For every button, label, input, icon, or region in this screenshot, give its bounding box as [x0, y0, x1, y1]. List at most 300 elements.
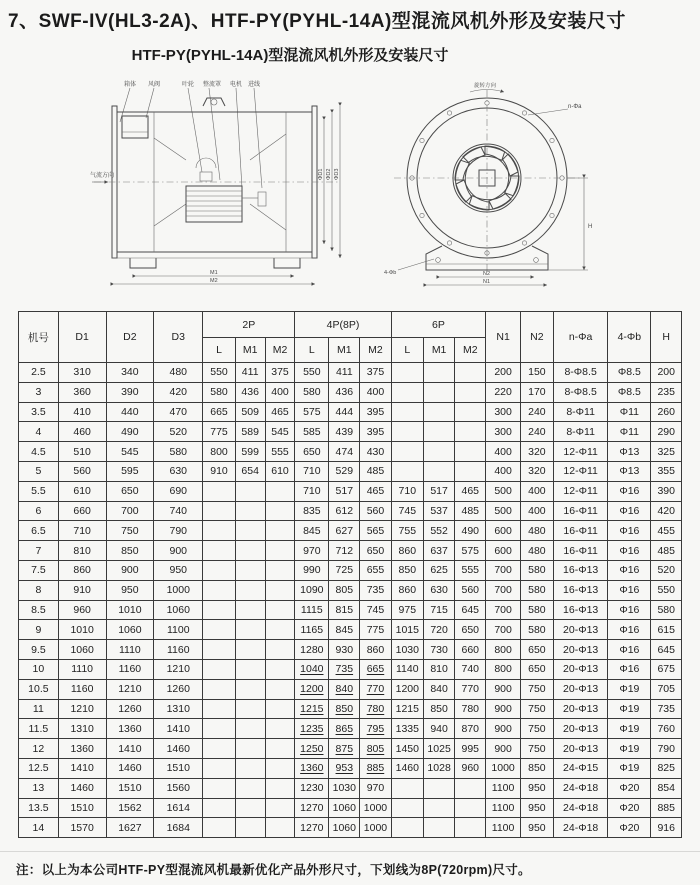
table-cell: 1210: [58, 699, 106, 719]
table-cell: 510: [58, 442, 106, 462]
table-cell: 235: [651, 382, 682, 402]
table-cell: Φ11: [608, 402, 651, 422]
table-cell: 975: [391, 600, 423, 620]
table-cell: 780: [455, 699, 486, 719]
table-cell: 610: [58, 481, 106, 501]
table-cell: [235, 798, 265, 818]
table-cell: [265, 521, 295, 541]
rotation-label: 旋转方向: [474, 83, 497, 89]
table-cell: 810: [58, 541, 106, 561]
table-cell: Φ11: [608, 422, 651, 442]
table-cell: 595: [106, 461, 154, 481]
dimension-table-body: [19, 363, 682, 838]
table-cell: 1235: [295, 719, 329, 739]
table-cell: 650: [455, 620, 486, 640]
table-cell: Φ16: [608, 560, 651, 580]
table-cell: [424, 778, 455, 798]
table-cell: 485: [360, 461, 391, 481]
table-cell: 910: [58, 580, 106, 600]
dim-m1-label: M1: [210, 270, 218, 276]
table-cell: 775: [360, 620, 391, 640]
table-cell: 11: [19, 699, 59, 719]
table-cell: 3: [19, 382, 59, 402]
table-cell: 645: [455, 600, 486, 620]
table-cell: [203, 778, 235, 798]
table-cell: 500: [486, 481, 520, 501]
table-cell: 627: [329, 521, 360, 541]
table-cell: 900: [486, 739, 520, 759]
table-cell: 240: [520, 422, 553, 442]
table-cell: 1614: [154, 798, 203, 818]
table-cell: 8: [19, 580, 59, 600]
table-cell: 953: [329, 758, 360, 778]
col-header-2p-m2: M2: [265, 338, 295, 363]
table-cell: 1030: [391, 640, 423, 660]
table-cell: 1627: [106, 818, 154, 838]
table-cell: 1570: [58, 818, 106, 838]
table-row: [19, 719, 682, 739]
table-cell: 705: [651, 679, 682, 699]
table-cell: 700: [486, 600, 520, 620]
table-cell: Φ16: [608, 659, 651, 679]
table-cell: 1060: [154, 600, 203, 620]
table-cell: [235, 699, 265, 719]
table-cell: 625: [424, 560, 455, 580]
table-cell: 545: [265, 422, 295, 442]
table-cell: 1060: [329, 798, 360, 818]
table-cell: 200: [486, 363, 520, 383]
table-cell: 1165: [295, 620, 329, 640]
table-cell: Φ16: [608, 521, 651, 541]
foot-bolt-label: 4-Φb: [384, 270, 397, 276]
table-cell: 12-Φ11: [553, 442, 607, 462]
side-view-svg: [90, 76, 350, 292]
col-header-d3: D3: [154, 312, 203, 363]
table-cell: 1200: [391, 679, 423, 699]
bolt-label: n-Φa: [568, 104, 582, 110]
table-cell: 550: [651, 580, 682, 600]
table-cell: 700: [486, 580, 520, 600]
part-label-impeller: 叶轮: [182, 82, 195, 88]
table-cell: [203, 501, 235, 521]
table-cell: 1060: [329, 818, 360, 838]
table-cell: 565: [360, 521, 391, 541]
table-cell: 240: [520, 402, 553, 422]
table-cell: 637: [424, 541, 455, 561]
table-cell: Φ16: [608, 580, 651, 600]
table-cell: 735: [360, 580, 391, 600]
table-cell: 400: [265, 382, 295, 402]
table-cell: 650: [295, 442, 329, 462]
table-cell: 1060: [106, 620, 154, 640]
table-cell: 690: [154, 481, 203, 501]
table-cell: 517: [329, 481, 360, 501]
table-cell: Φ13: [608, 461, 651, 481]
table-row: [19, 541, 682, 561]
table-cell: 8-Φ8.5: [553, 363, 607, 383]
table-cell: [455, 382, 486, 402]
table-cell: 170: [520, 382, 553, 402]
table-cell: [235, 739, 265, 759]
table-cell: 12-Φ11: [553, 481, 607, 501]
table-cell: 990: [295, 560, 329, 580]
part-labels: [120, 80, 262, 188]
table-cell: 410: [58, 402, 106, 422]
table-cell: 850: [329, 699, 360, 719]
table-cell: 960: [455, 758, 486, 778]
table-cell: 1562: [106, 798, 154, 818]
table-cell: 1510: [58, 798, 106, 818]
table-cell: 589: [235, 422, 265, 442]
table-cell: 5.5: [19, 481, 59, 501]
table-cell: [235, 481, 265, 501]
table-cell: [391, 363, 423, 383]
table-cell: 805: [360, 739, 391, 759]
table-cell: 517: [424, 481, 455, 501]
table-cell: [203, 580, 235, 600]
table-cell: Φ16: [608, 620, 651, 640]
table-cell: Φ16: [608, 501, 651, 521]
table-cell: 3.5: [19, 402, 59, 422]
table-cell: 795: [360, 719, 391, 739]
table-cell: 840: [329, 679, 360, 699]
table-cell: 10.5: [19, 679, 59, 699]
table-cell: Φ8.5: [608, 382, 651, 402]
table-cell: [424, 461, 455, 481]
header-row-groups: [19, 312, 682, 338]
table-cell: [265, 798, 295, 818]
table-cell: 600: [486, 521, 520, 541]
table-cell: [265, 699, 295, 719]
table-cell: 950: [106, 580, 154, 600]
table-cell: 20-Φ13: [553, 640, 607, 660]
table-cell: [391, 422, 423, 442]
table-cell: 845: [295, 521, 329, 541]
table-cell: 1410: [58, 758, 106, 778]
table-cell: 1100: [154, 620, 203, 640]
table-cell: 290: [651, 422, 682, 442]
table-cell: 850: [106, 541, 154, 561]
table-cell: 1230: [295, 778, 329, 798]
table-cell: 900: [486, 699, 520, 719]
part-label-casing: 箱体: [124, 82, 137, 88]
table-cell: 480: [520, 541, 553, 561]
col-header-4p-m1: M1: [329, 338, 360, 363]
col-header-4-phi-b: 4-Φb: [608, 312, 651, 363]
table-cell: 610: [265, 461, 295, 481]
table-cell: 260: [651, 402, 682, 422]
table-cell: 1115: [295, 600, 329, 620]
table-cell: [455, 422, 486, 442]
table-cell: 900: [106, 560, 154, 580]
table-cell: 439: [329, 422, 360, 442]
table-cell: [203, 481, 235, 501]
table-cell: 750: [520, 679, 553, 699]
table-cell: 840: [424, 679, 455, 699]
table-cell: 710: [58, 521, 106, 541]
table-cell: 300: [486, 402, 520, 422]
table-cell: 1560: [154, 778, 203, 798]
table-cell: [391, 778, 423, 798]
table-cell: 470: [154, 402, 203, 422]
table-row: [19, 442, 682, 462]
col-header-n-phi-a: n-Φa: [553, 312, 607, 363]
part-leader-wiring: 进线: [248, 82, 261, 88]
table-cell: 1215: [391, 699, 423, 719]
table-cell: 9: [19, 620, 59, 640]
table-cell: 436: [329, 382, 360, 402]
table-cell: [455, 798, 486, 818]
table-cell: 1028: [424, 758, 455, 778]
impeller: [394, 90, 580, 274]
table-cell: 12-Φ11: [553, 461, 607, 481]
foot-dimensions: [114, 270, 315, 284]
table-cell: 474: [329, 442, 360, 462]
table-cell: 1270: [295, 818, 329, 838]
table-cell: 1684: [154, 818, 203, 838]
fan-front-view-drawing: [382, 78, 610, 292]
table-cell: 1410: [106, 739, 154, 759]
table-cell: 360: [58, 382, 106, 402]
table-row: [19, 758, 682, 778]
part-label-fairing: 整流罩: [203, 82, 222, 88]
table-cell: Φ19: [608, 758, 651, 778]
table-cell: 1110: [106, 640, 154, 660]
table-cell: [203, 521, 235, 541]
table-cell: 805: [329, 580, 360, 600]
table-cell: 440: [106, 402, 154, 422]
front-view-svg: [382, 78, 610, 292]
table-cell: 860: [360, 640, 391, 660]
table-cell: 16-Φ11: [553, 501, 607, 521]
table-cell: [235, 719, 265, 739]
table-cell: 375: [360, 363, 391, 383]
table-row: [19, 679, 682, 699]
table-cell: 950: [154, 560, 203, 580]
table-cell: [265, 679, 295, 699]
table-cell: 300: [486, 422, 520, 442]
table-row: [19, 640, 682, 660]
col-header-n2: N2: [520, 312, 553, 363]
table-cell: [455, 818, 486, 838]
table-cell: 630: [424, 580, 455, 600]
table-cell: 13: [19, 778, 59, 798]
table-cell: [203, 640, 235, 660]
dimension-table: [18, 311, 682, 838]
table-cell: 12: [19, 739, 59, 759]
table-cell: 395: [360, 422, 391, 442]
table-cell: 750: [520, 719, 553, 739]
table-cell: 760: [651, 719, 682, 739]
table-cell: [455, 461, 486, 481]
table-cell: Φ16: [608, 600, 651, 620]
dim-m2-label: M2: [210, 278, 218, 284]
table-cell: 490: [106, 422, 154, 442]
table-cell: [235, 521, 265, 541]
dimension-table-container: [18, 311, 682, 838]
table-cell: 24-Φ18: [553, 818, 607, 838]
table-cell: 800: [203, 442, 235, 462]
airflow-label: 气流方向: [90, 173, 115, 179]
table-cell: 870: [455, 719, 486, 739]
table-cell: 585: [295, 422, 329, 442]
table-cell: 460: [58, 422, 106, 442]
table-cell: [455, 778, 486, 798]
col-header-6p-l: L: [391, 338, 423, 363]
table-cell: 740: [455, 659, 486, 679]
table-cell: 770: [455, 679, 486, 699]
table-row: [19, 699, 682, 719]
table-cell: [265, 659, 295, 679]
col-header-4p-m2: M2: [360, 338, 391, 363]
table-cell: 995: [455, 739, 486, 759]
table-cell: 740: [154, 501, 203, 521]
table-cell: 150: [520, 363, 553, 383]
table-cell: 1310: [58, 719, 106, 739]
table-cell: [235, 758, 265, 778]
table-cell: 390: [651, 481, 682, 501]
table-cell: 1000: [154, 580, 203, 600]
table-row: [19, 580, 682, 600]
table-cell: 910: [203, 461, 235, 481]
table-cell: 860: [58, 560, 106, 580]
table-cell: 750: [520, 739, 553, 759]
table-row: [19, 461, 682, 481]
table-cell: 12.5: [19, 758, 59, 778]
table-cell: 395: [360, 402, 391, 422]
table-cell: 1335: [391, 719, 423, 739]
table-cell: 770: [360, 679, 391, 699]
table-cell: 430: [360, 442, 391, 462]
table-cell: 6.5: [19, 521, 59, 541]
table-row: [19, 798, 682, 818]
table-cell: 650: [520, 659, 553, 679]
table-cell: 550: [295, 363, 329, 383]
table-cell: [265, 481, 295, 501]
table-cell: [391, 818, 423, 838]
table-cell: 1360: [295, 758, 329, 778]
table-cell: [265, 600, 295, 620]
table-cell: 730: [424, 640, 455, 660]
table-cell: 480: [520, 521, 553, 541]
table-cell: Φ8.5: [608, 363, 651, 383]
table-cell: 710: [295, 481, 329, 501]
table-cell: 720: [424, 620, 455, 640]
table-cell: 735: [329, 659, 360, 679]
table-cell: 780: [360, 699, 391, 719]
table-cell: 825: [651, 758, 682, 778]
footnote: 注：以上为本公司HTF-PY型混流风机最新优化产品外形尺寸，下划线为8P(720rpm)尺寸。: [0, 851, 700, 878]
table-cell: 14: [19, 818, 59, 838]
table-row: [19, 363, 682, 383]
table-cell: 800: [486, 659, 520, 679]
table-row: [19, 422, 682, 442]
table-cell: Φ16: [608, 640, 651, 660]
table-cell: 1510: [106, 778, 154, 798]
table-cell: 320: [520, 442, 553, 462]
table-cell: [235, 659, 265, 679]
table-cell: 580: [154, 442, 203, 462]
table-cell: 1160: [154, 640, 203, 660]
table-cell: 5: [19, 461, 59, 481]
table-cell: 800: [486, 640, 520, 660]
col-group-2p: 2P: [203, 312, 295, 338]
table-cell: 529: [329, 461, 360, 481]
table-cell: 411: [329, 363, 360, 383]
table-cell: Φ13: [608, 442, 651, 462]
table-cell: 420: [154, 382, 203, 402]
table-cell: 7.5: [19, 560, 59, 580]
table-cell: 2.5: [19, 363, 59, 383]
table-cell: 650: [106, 481, 154, 501]
table-cell: 16-Φ11: [553, 521, 607, 541]
col-header-2p-m1: M1: [235, 338, 265, 363]
table-cell: 755: [391, 521, 423, 541]
table-cell: 1060: [58, 640, 106, 660]
table-cell: 20-Φ13: [553, 679, 607, 699]
col-header-machine-no: 机号: [19, 312, 59, 363]
table-cell: 710: [391, 481, 423, 501]
table-cell: 1160: [106, 659, 154, 679]
table-cell: [235, 640, 265, 660]
table-cell: 1010: [106, 600, 154, 620]
table-cell: 725: [329, 560, 360, 580]
table-row: [19, 560, 682, 580]
page-subtitle: HTF-PY(PYHL-14A)型混流风机外形及安装尺寸: [131, 47, 449, 64]
table-cell: 16-Φ13: [553, 600, 607, 620]
part-label-motor: 电机: [230, 82, 243, 88]
table-cell: [265, 778, 295, 798]
table-cell: 850: [520, 758, 553, 778]
table-cell: 520: [651, 560, 682, 580]
table-cell: 555: [265, 442, 295, 462]
table-row: [19, 382, 682, 402]
table-cell: 1215: [295, 699, 329, 719]
table-cell: 950: [520, 818, 553, 838]
table-cell: 860: [391, 541, 423, 561]
table-cell: Φ19: [608, 679, 651, 699]
table-cell: 815: [329, 600, 360, 620]
table-cell: [203, 758, 235, 778]
table-cell: 735: [651, 699, 682, 719]
table-cell: 500: [486, 501, 520, 521]
table-row: [19, 739, 682, 759]
table-cell: [203, 818, 235, 838]
table-cell: 950: [520, 798, 553, 818]
table-cell: 1010: [58, 620, 106, 640]
table-cell: 970: [295, 541, 329, 561]
table-cell: 509: [235, 402, 265, 422]
table-cell: 580: [520, 580, 553, 600]
table-cell: 10: [19, 659, 59, 679]
table-cell: 6: [19, 501, 59, 521]
table-cell: 900: [486, 719, 520, 739]
table-cell: Φ20: [608, 778, 651, 798]
col-header-6p-m2: M2: [455, 338, 486, 363]
table-cell: 845: [329, 620, 360, 640]
table-cell: 545: [106, 442, 154, 462]
table-cell: 700: [106, 501, 154, 521]
table-cell: 552: [424, 521, 455, 541]
table-cell: 1410: [154, 719, 203, 739]
table-cell: 950: [520, 778, 553, 798]
table-row: [19, 521, 682, 541]
table-cell: 1210: [154, 659, 203, 679]
table-row: [19, 600, 682, 620]
table-cell: 865: [329, 719, 360, 739]
table-cell: 750: [106, 521, 154, 541]
table-cell: [203, 560, 235, 580]
